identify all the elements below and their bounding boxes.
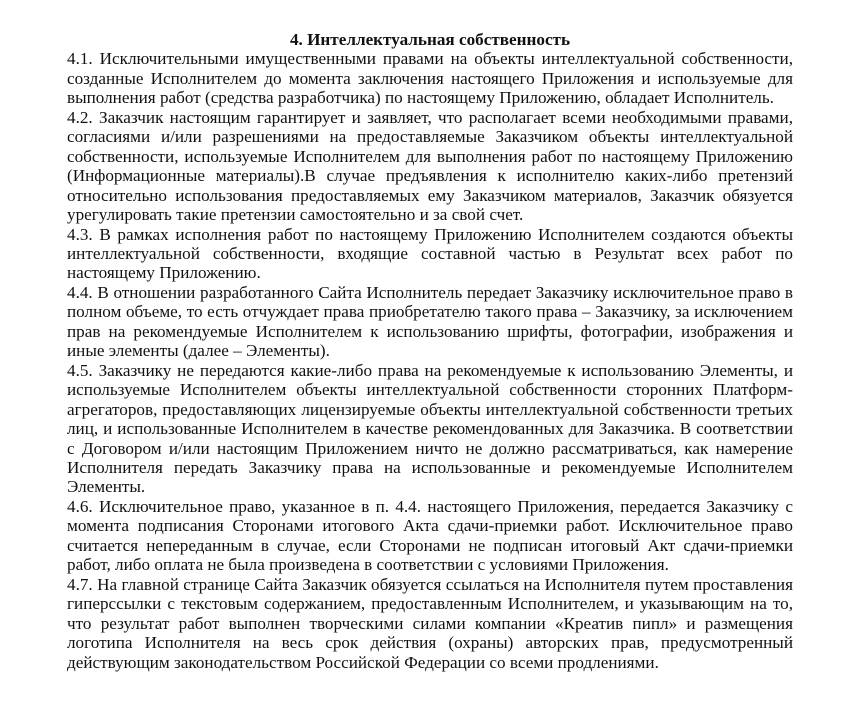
section-title: 4. Интеллектуальная собственность — [289, 30, 571, 49]
document-page — [67, 30, 793, 672]
paragraph-text: Заказчику не передаются какие-либо права на рекомендуемые к использованию Элементы, и используемые Исполнителем объекты интеллектуальной собственности сторонних Платформ-агрегаторов, предоставляющих лицензируемые объекты интеллектуальной собственности третьих лиц, и использованные Исполнителем в качестве рекомендованных для Заказчика. В соответствии с Договором и/или настоящим Приложением ничто не должно рассматриваться, как намерение Исполнителя передать Заказчику права на использованные и рекомендуемые Исполнителем Элементы. — [67, 360, 793, 497]
paragraph-number: 4.3. — [67, 224, 93, 244]
paragraph-text: На главной странице Сайта Заказчик обязуется ссылаться на Исполнителя путем проставления гиперссылки с текстовым содержанием, предоставленным Исполнителем, и указывающим на то, что результат работ выполнен творческими силами компании «Креатив пипл» и размещения логотипа Исполнителя на весь срок действия (охраны) авторских прав, предусмотренный действующим законодательством Российской Федерации со всеми продлениями. — [67, 574, 793, 672]
paragraph-text: В отношении разработанного Сайта Исполнитель передает Заказчику исключительное право в полном объеме, то есть отчуждает права приобретателю такого права – Заказчику, за исключением прав на рекомендуемые Исполнителем к использованию шрифты, фотографии, изображения и иные элементы (далее – Элементы). — [67, 282, 794, 361]
paragraph-number: 4.1. — [67, 49, 93, 69]
paragraph-number: 4.5. — [67, 360, 93, 380]
paragraph-number: 4.6. — [67, 496, 93, 516]
paragraph-4-5 — [67, 361, 793, 497]
paragraph-4-1 — [67, 49, 793, 107]
paragraph-text: Исключительное право, указанное в п. 4.4. настоящего Приложения, передается Заказчику с момента подписания Сторонами итогового Акта сдачи-приемки работ. Исключительное право считается непереданным в случае, если Сторонами не подписан итоговый Акт сдачи-приемки работ, либо оплата не была произведена в соответствии с условиями Приложения. — [67, 496, 793, 575]
paragraph-text: Исключительными имущественными правами на объекты интеллектуальной собственности, созданные Исполнителем до момента заключения настоящего Приложения и используемые для выполнения работ (средства разработчика) по настоящему Приложению, обладает Исполнитель. — [67, 49, 793, 108]
paragraph-4-7 — [67, 575, 793, 672]
paragraph-number: 4.4. — [67, 282, 93, 302]
paragraph-text: В рамках исполнения работ по настоящему Приложению Исполнителем создаются объекты интеллектуальной собственности, входящие составной частью в Результат всех работ по настоящему Приложению. — [67, 224, 793, 283]
paragraph-number: 4.2. — [67, 107, 93, 127]
paragraph-number: 4.7. — [67, 574, 93, 594]
paragraph-4-6 — [67, 497, 793, 575]
paragraph-4-2 — [67, 108, 793, 225]
paragraph-4-4 — [67, 283, 793, 361]
paragraph-text: Заказчик настоящим гарантирует и заявляет, что располагает всеми необходимыми правами, согласиями и/или разрешениями на предоставляемые Заказчиком объекты интеллектуальной собственности, используемые Исполнителем для выполнения работ по настоящему Приложению (Информационные материалы).В случае предъявления к исполнителю каких-либо претензий относительно использования предоставляемых ему Заказчиком материалов, Заказчик обязуется урегулировать такие претензии самостоятельно и за свой счет. — [67, 107, 793, 225]
paragraph-4-3 — [67, 225, 793, 283]
